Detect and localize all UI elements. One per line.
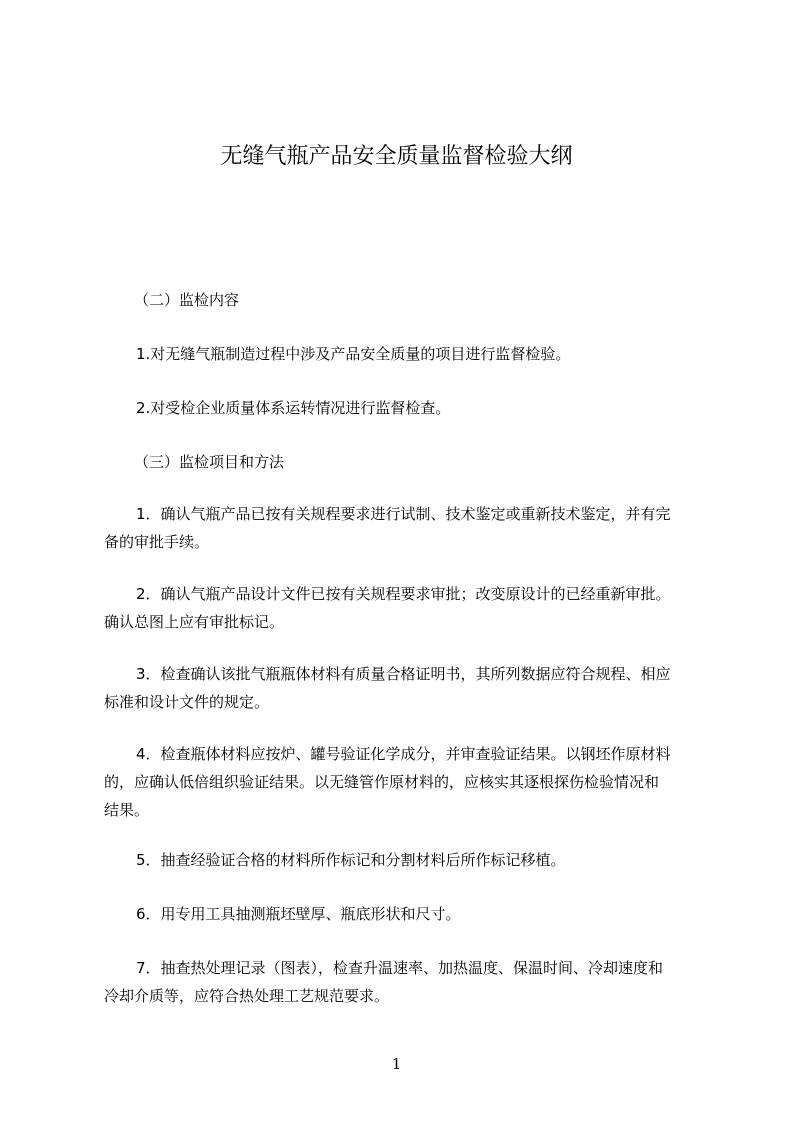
paragraph-line: 确认总图上应有审批标记。 <box>104 613 285 631</box>
paragraph-line: 标准和设计文件的规定。 <box>104 693 270 711</box>
paragraph-line: 1．确认气瓶产品已按有关规程要求进行试制、技术鉴定或重新技术鉴定，并有完 <box>136 505 671 523</box>
paragraph-item-5 <box>104 846 704 874</box>
page-number: 1 <box>391 1055 402 1073</box>
paragraph-line: 冷却介质等，应符合热处理工艺规范要求。 <box>104 987 390 1005</box>
paragraph-line: 7．抽查热处理记录（图表），检查升温速率、加热温度、保温时间、冷却速度和 <box>136 959 664 977</box>
paragraph-item-2 <box>104 580 704 636</box>
paragraph-item-6 <box>104 900 704 928</box>
paragraph-item-3 <box>104 660 704 716</box>
section-heading-2: （二）监检内容 <box>134 291 240 309</box>
paragraph-line: 的，应确认低倍组织验证结果。以无缝管作原材料的，应核实其逐根探伤检验情况和 <box>104 773 660 791</box>
paragraph-line: 结果。 <box>104 801 150 819</box>
paragraph-line: 2.对受检企业质量体系运转情况进行监督检查。 <box>136 399 451 417</box>
paragraph-item-1 <box>104 500 704 556</box>
paragraph-line: 6．用专用工具抽测瓶坯壁厚、瓶底形状和尺寸。 <box>136 905 461 923</box>
paragraph-content-1 <box>136 340 736 368</box>
document-title: 无缝气瓶产品安全质量监督检验大纲 <box>220 144 573 169</box>
paragraph-line: 1.对无缝气瓶制造过程中涉及产品安全质量的项目进行监督检验。 <box>136 345 571 363</box>
section-heading-3: （三）监检项目和方法 <box>134 453 285 471</box>
paragraph-item-7 <box>104 954 704 1010</box>
paragraph-line: 3．检查确认该批气瓶瓶体材料有质量合格证明书，其所列数据应符合规程、相应 <box>136 665 671 683</box>
paragraph-content-2 <box>136 394 736 422</box>
paragraph-line: 2．确认气瓶产品设计文件已按有关规程要求审批；改变原设计的已经重新审批。 <box>136 585 671 603</box>
paragraph-item-4 <box>104 740 704 824</box>
paragraph-line: 5．抽查经验证合格的材料所作标记和分割材料后所作标记移植。 <box>136 851 566 869</box>
paragraph-line: 4．检查瓶体材料应按炉、罐号验证化学成分，并审查验证结果。以钢坯作原材料 <box>136 745 671 763</box>
paragraph-line: 备的审批手续。 <box>104 533 210 551</box>
